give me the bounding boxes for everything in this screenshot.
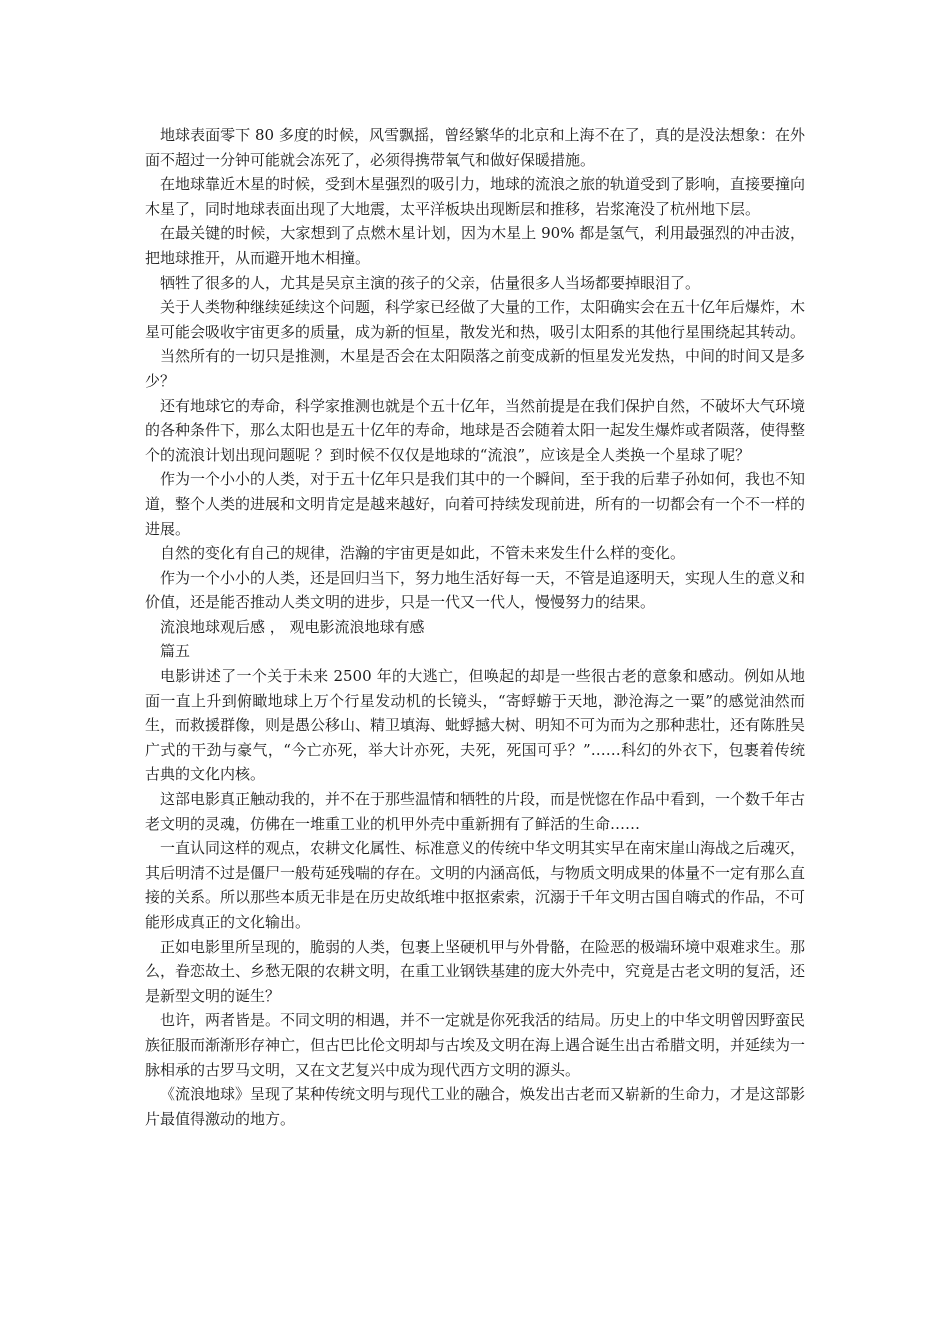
paragraph-11: 电影讲述了一个关于未来 2500 年的大逃亡，但唤起的却是一些很古老的意象和感动。例如从地面一直上升到俯瞰地球上万个行星发动机的长镜头，“寄蜉蝣于天地，渺沧海之一粟”的感觉油然而生，而救援群像，则是愚公移山、精卫填海、蚍蜉撼大树、明知不可为而为之那种悲壮，还有陈胜吴广式的干劲与豪气，“今亡亦死，举大计亦死，夫死，死国可乎？”……科幻的外衣下，包裹着传统古典的文化内核。	[145, 667, 806, 784]
paragraph-13: 一直认同这样的观点，农耕文化属性、标准意义的传统中华文明其实早在南宋崖山海战之后魂灭，其后明清不过是僵尸一般苟延残喘的存在。文明的内涵高低，与物质文明成果的体量不一定有那么直接的关系。所以那些本质无非是在历史故纸堆中抠抠索索，沉溺于千年文明古国自嗨式的作品，不可能形成真正的文化输出。	[145, 839, 806, 931]
paragraph-3: 在最关键的时候，大家想到了点燃木星计划，因为木星上 90% 都是氢气，利用最强烈的冲击波，把地球推开，从而避开地木相撞。	[145, 224, 805, 267]
paragraph-1: 地球表面零下 80 多度的时候，风雪飘摇，曾经繁华的北京和上海不在了，真的是没法想象：在外面不超过一分钟可能就会冻死了，必须得携带氧气和做好保暖措施。	[145, 126, 805, 169]
paragraph-5: 关于人类物种继续延续这个问题，科学家已经做了大量的工作，太阳确实会在五十亿年后爆炸，木星可能会吸收宇宙更多的质量，成为新的恒星，散发光和热，吸引太阳系的其他行星围绕起其转动。	[145, 298, 806, 341]
paragraph-10: 作为一个小小的人类，还是回归当下，努力地生活好每一天，不管是追逐明天，实现人生的意义和价值，还是能否推动人类文明的进步，只是一代又一代人，慢慢努力的结果。	[145, 568, 806, 612]
section-label: 篇五	[160, 642, 191, 661]
paragraph-16: 《流浪地球》呈现了某种传统文明与现代工业的融合，焕发出古老而又崭新的生命力，才是这部影片最值得激动的地方。	[145, 1085, 806, 1128]
paragraph-8: 作为一个小小的人类，对于五十亿年只是我们其中的一个瞬间，至于我的后辈子孙如何，我也不知道，整个人类的进展和文明肯定是越来越好，向着可持续发现前进，所有的一切都会有一个不一样的进展。	[145, 470, 806, 538]
section-heading: 流浪地球观后感 ， 观电影流浪地球有感	[160, 617, 425, 636]
paragraph-7: 还有地球它的寿命，科学家推测也就是个五十亿年，当然前提是在我们保护自然，不破坏大气环境的各种条件下，那么太阳也是五十亿年的寿命，地球是否会随着太阳一起发生爆炸或者陨落，使得整个的流浪计划出现问题呢 ？到时候不仅仅是地球的“流浪”，应该是全人类换一个星球了呢？	[145, 396, 806, 464]
paragraph-2: 在地球靠近木星的时候，受到木星强烈的吸引力，地球的流浪之旅的轨道受到了影响，直接要撞向木星了，同时地球表面出现了大地震，太平洋板块出现断层和推移，岩浆淹没了杭州地下层。	[145, 175, 806, 218]
paragraph-12: 这部电影真正触动我的，并不在于那些温情和牺牲的片段，而是恍惚在作品中看到，一个数千年古老文明的灵魂，仿佛在一堆重工业的机甲外壳中重新拥有了鲜活的生命……	[145, 790, 806, 833]
paragraph-6: 当然所有的一切只是推测，木星是否会在太阳陨落之前变成新的恒星发光发热，中间的时间又是多少？	[145, 347, 806, 390]
document-page	[145, 123, 805, 1131]
paragraph-14: 正如电影里所呈现的，脆弱的人类，包裹上坚硬机甲与外骨骼，在险恶的极端环境中艰难求生。那么，眷恋故土、乡愁无限的农耕文明，在重工业钢铁基建的庞大外壳中，究竟是古老文明的复活，还是新型文明的诞生？	[145, 937, 806, 1005]
paragraph-15: 也许，两者皆是。不同文明的相遇，并不一定就是你死我活的结局。历史上的中华文明曾因野蛮民族征服而渐渐形存神亡，但古巴比伦文明却与古埃及文明在海上遇合诞生出古希腊文明，并延续为一脉相承的古罗马文明，又在文艺复兴中成为现代西方文明的源头。	[145, 1011, 806, 1079]
paragraph-9: 自然的变化有自己的规律，浩瀚的宇宙更是如此，不管未来发生什么样的变化。	[160, 544, 686, 563]
paragraph-4: 牺牲了很多的人，尤其是吴京主演的孩子的父亲，估量很多人当场都要掉眼泪了。	[160, 273, 701, 292]
